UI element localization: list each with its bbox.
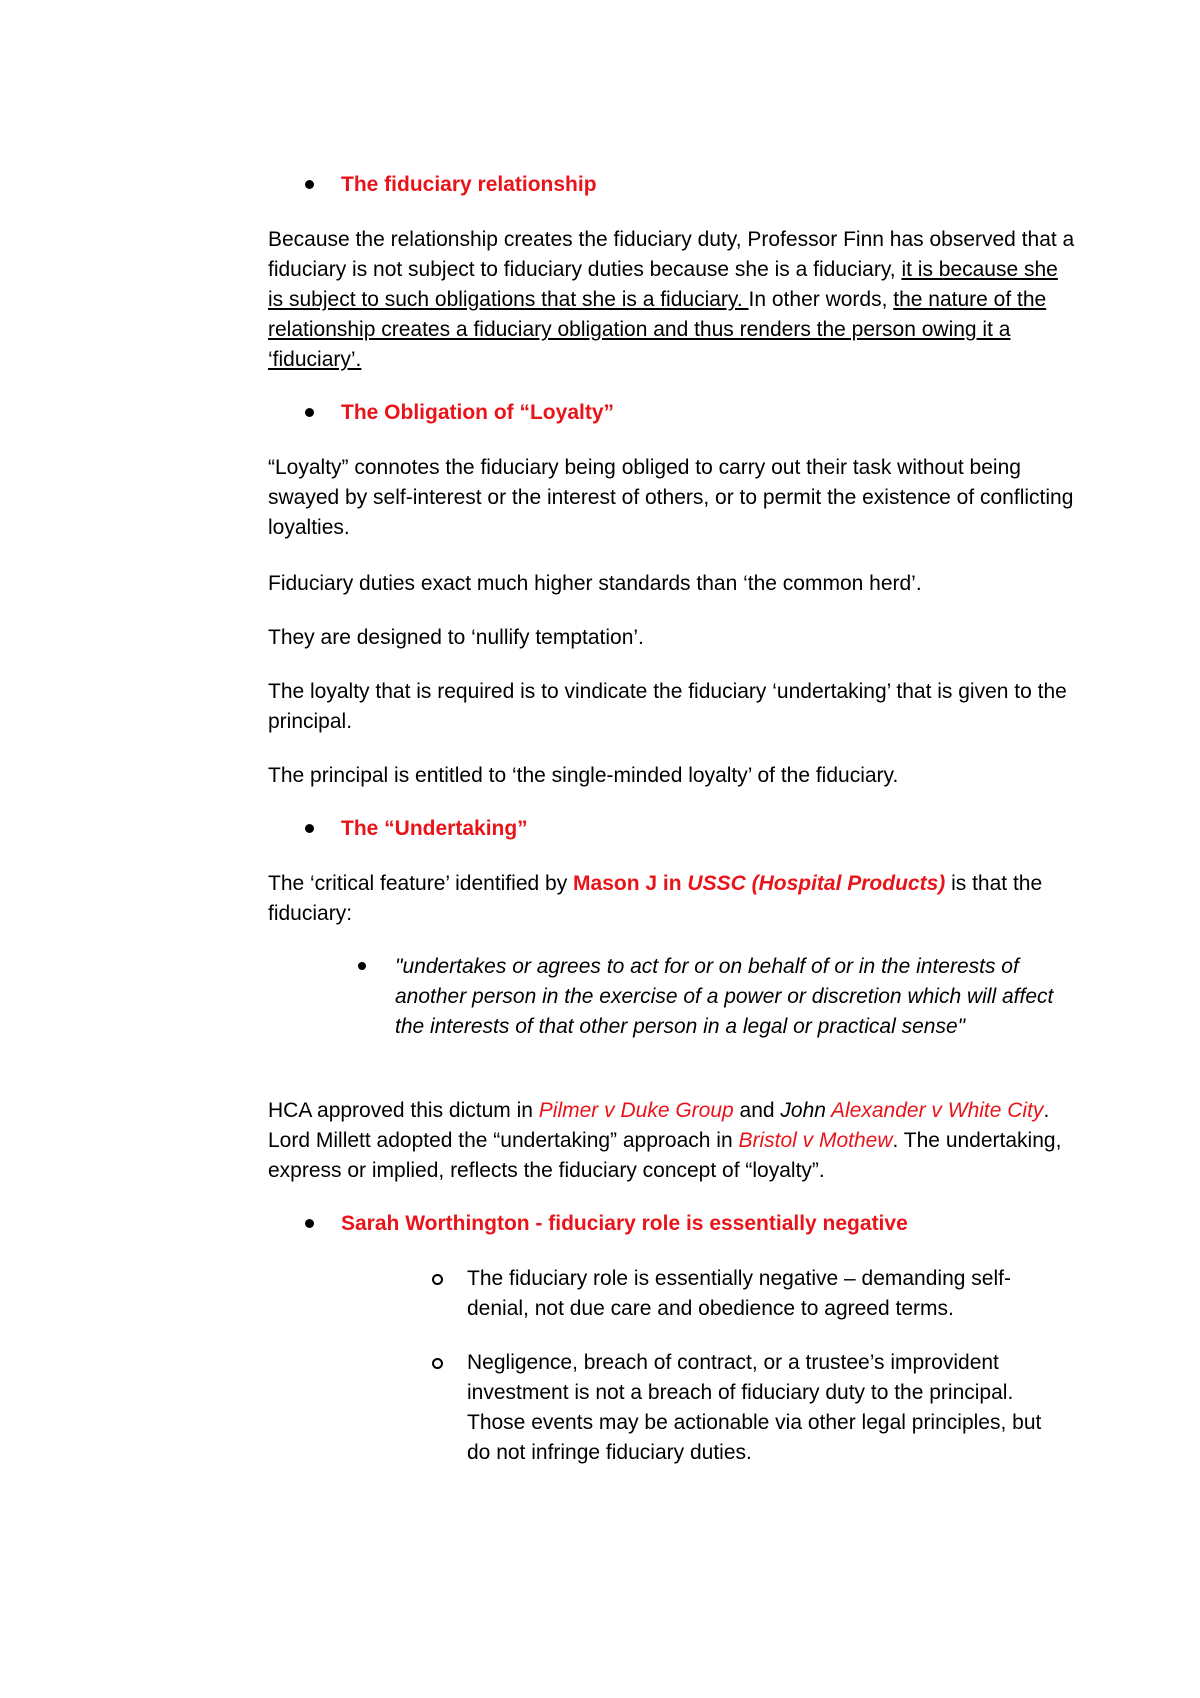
case-name: USSC (Hospital Products)	[687, 872, 946, 895]
bullet-icon	[305, 1219, 314, 1228]
worthington-point-2: Negligence, breach of contract, or a trustee’s improvident investment is not a breach of fiduciary duty to the principal. Those events may be actionable via other legal principles, but do not infringe fiduciary duties.	[467, 1351, 1042, 1464]
paragraph-loyalty-1: “Loyalty” connotes the fiduciary being obliged to carry out their task without being swayed by self-interest or the interest of others, or to permit the existence of conflicting loyalties.	[268, 456, 1074, 539]
worthington-point-1: The fiduciary role is essentially negative – demanding self-denial, not due care and obedience to agreed terms.	[467, 1267, 1011, 1320]
quote-dictum: "undertakes or agrees to act for or on behalf of or in the interests of another person in the exercise of a power or discretion which will affect the interests of that other person in a legal or practical sense"	[395, 955, 1054, 1038]
section-heading-loyalty: The Obligation of “Loyalty”	[341, 401, 614, 424]
bullet-icon	[305, 824, 314, 833]
text-run: Because the relationship creates the fiduciary duty, Professor Finn has observed that a fiduciary is not subject to fiduciary duties because she is a fiduciary,	[268, 228, 1075, 281]
text-run: HCA approved this dictum in	[268, 1099, 539, 1122]
paragraph-critical-feature	[268, 869, 1078, 929]
paragraph-loyalty-5: The principal is entitled to ‘the single-minded loyalty’ of the fiduciary.	[268, 764, 899, 787]
circle-bullet-icon	[432, 1274, 443, 1285]
text-run: In other words,	[748, 288, 894, 311]
case-name: Bristol v Mothew	[738, 1129, 893, 1152]
case-name: Alexander v White City	[831, 1099, 1044, 1122]
paragraph-loyalty-3: They are designed to ‘nullify temptation’.	[268, 626, 644, 649]
underlined-text: the nature of the relationship creates a fiduciary obligation and thus renders the person owing it a ‘fiduciary’.	[268, 288, 1047, 371]
judge-name: Mason J in	[573, 872, 688, 895]
paragraph-hca	[268, 1096, 1078, 1186]
bullet-icon	[358, 962, 366, 970]
text-run: John	[780, 1099, 832, 1122]
paragraph-loyalty-4: The loyalty that is required is to vindicate the fiduciary ‘undertaking’ that is given to the principal.	[268, 680, 1067, 733]
text-run: . The undertaking, express or implied, reflects the fiduciary concept of “loyalty”.	[268, 1129, 1062, 1182]
bullet-icon	[305, 408, 314, 417]
section-heading-undertaking: The “Undertaking”	[341, 817, 528, 840]
paragraph-loyalty-2: Fiduciary duties exact much higher standards than ‘the common herd’.	[268, 572, 922, 595]
bullet-icon	[305, 180, 314, 189]
section-heading-worthington: Sarah Worthington - fiduciary role is essentially negative	[341, 1212, 908, 1235]
paragraph-finn	[268, 225, 1078, 375]
case-name: Pilmer v Duke Group	[538, 1099, 734, 1122]
text-run: is that the fiduciary:	[268, 872, 1043, 925]
underlined-text: it is because she is subject to such obligations that she is a fiduciary.	[268, 258, 1058, 311]
circle-bullet-icon	[432, 1358, 443, 1369]
text-run: . Lord Millett adopted the “undertaking” approach in	[268, 1099, 1050, 1152]
text-run: and	[733, 1099, 781, 1122]
section-heading-fiduciary-relationship: The fiduciary relationship	[341, 173, 597, 196]
text-run: The ‘critical feature’ identified by	[268, 872, 574, 895]
